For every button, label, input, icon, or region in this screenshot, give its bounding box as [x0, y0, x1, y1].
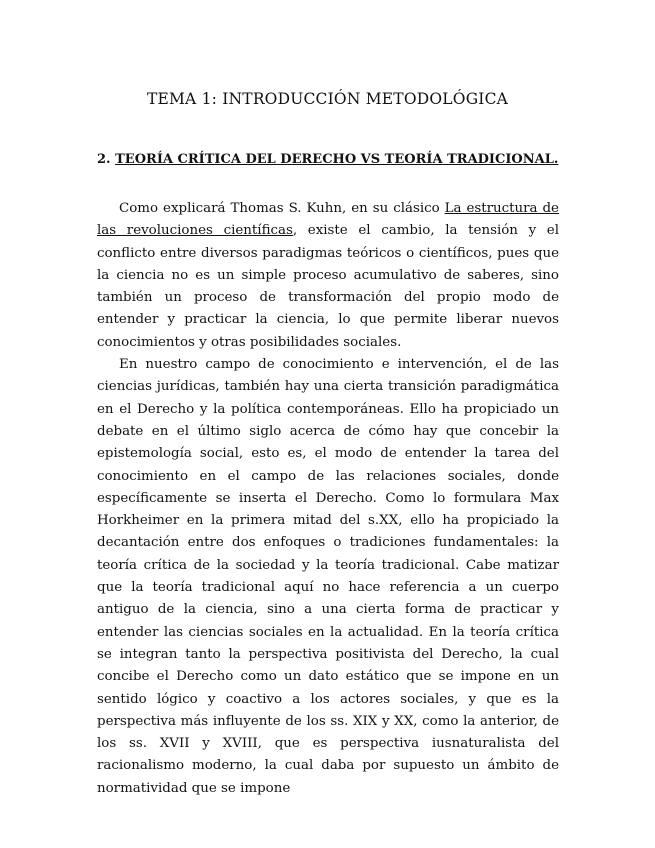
paragraph-1-before: Como explicará Thomas S. Kuhn, en su clásico	[119, 201, 445, 216]
section-title: TEORÍA CRÍTICA DEL DERECHO VS TEORÍA TRADICIONAL.	[115, 152, 559, 167]
document-title: TEMA 1: INTRODUCCIÓN METODOLÓGICA	[146, 90, 509, 108]
paragraph-1	[97, 198, 559, 354]
section-heading	[97, 152, 558, 167]
body-text	[97, 198, 559, 800]
paragraph-2: En nuestro campo de conocimiento e intervención, el de las ciencias jurídicas, también hay una cierta transición paradigmática en el Derecho y la política contemporáneas. Ello ha propiciado un debate en el último siglo acerca de cómo hay que concebir la epistemología social, esto es, el modo de entender la tarea del conocimiento en el campo de las relaciones sociales, donde específicamente se inserta el Derecho. Como lo formulara Max Horkheimer en la primera mitad del s.XX, ello ha propiciado la decantación entre dos enfoques o tradiciones fundamentales: la teoría crítica de la sociedad y la teoría tradicional. Cabe matizar que la teoría tradicional aquí no hace referencia a un cuerpo antiguo de la ciencia, sino a una cierta forma de practicar y entender las ciencias sociales en la actualidad. En la teoría crítica se integran tanto la perspectiva positivista del Derecho, la cual concibe el Derecho como un dato estático que se impone en un sentido lógico y coactivo a los actores sociales, y que es la perspectiva más influyente de los ss. XIX y XX, como la anterior, de los ss. XVII y XVIII, que es perspectiva iusnaturalista del racionalismo moderno, la cual daba por supuesto un ámbito de normatividad que se impone	[97, 357, 559, 796]
book-title: La estructura de las revoluciones científicas	[97, 201, 559, 239]
paragraph-1-after: , existe el cambio, la tensión y el conflicto entre diversos paradigmas teóricos o científicos, pues que la ciencia no es un simple proceso acumulativo de saberes, sino también un proceso de transformación del propio modo de entender y practicar la ciencia, lo que permite liberar nuevos conocimientos y otras posibilidades sociales.	[97, 223, 559, 350]
section-number: 2.	[97, 152, 111, 167]
